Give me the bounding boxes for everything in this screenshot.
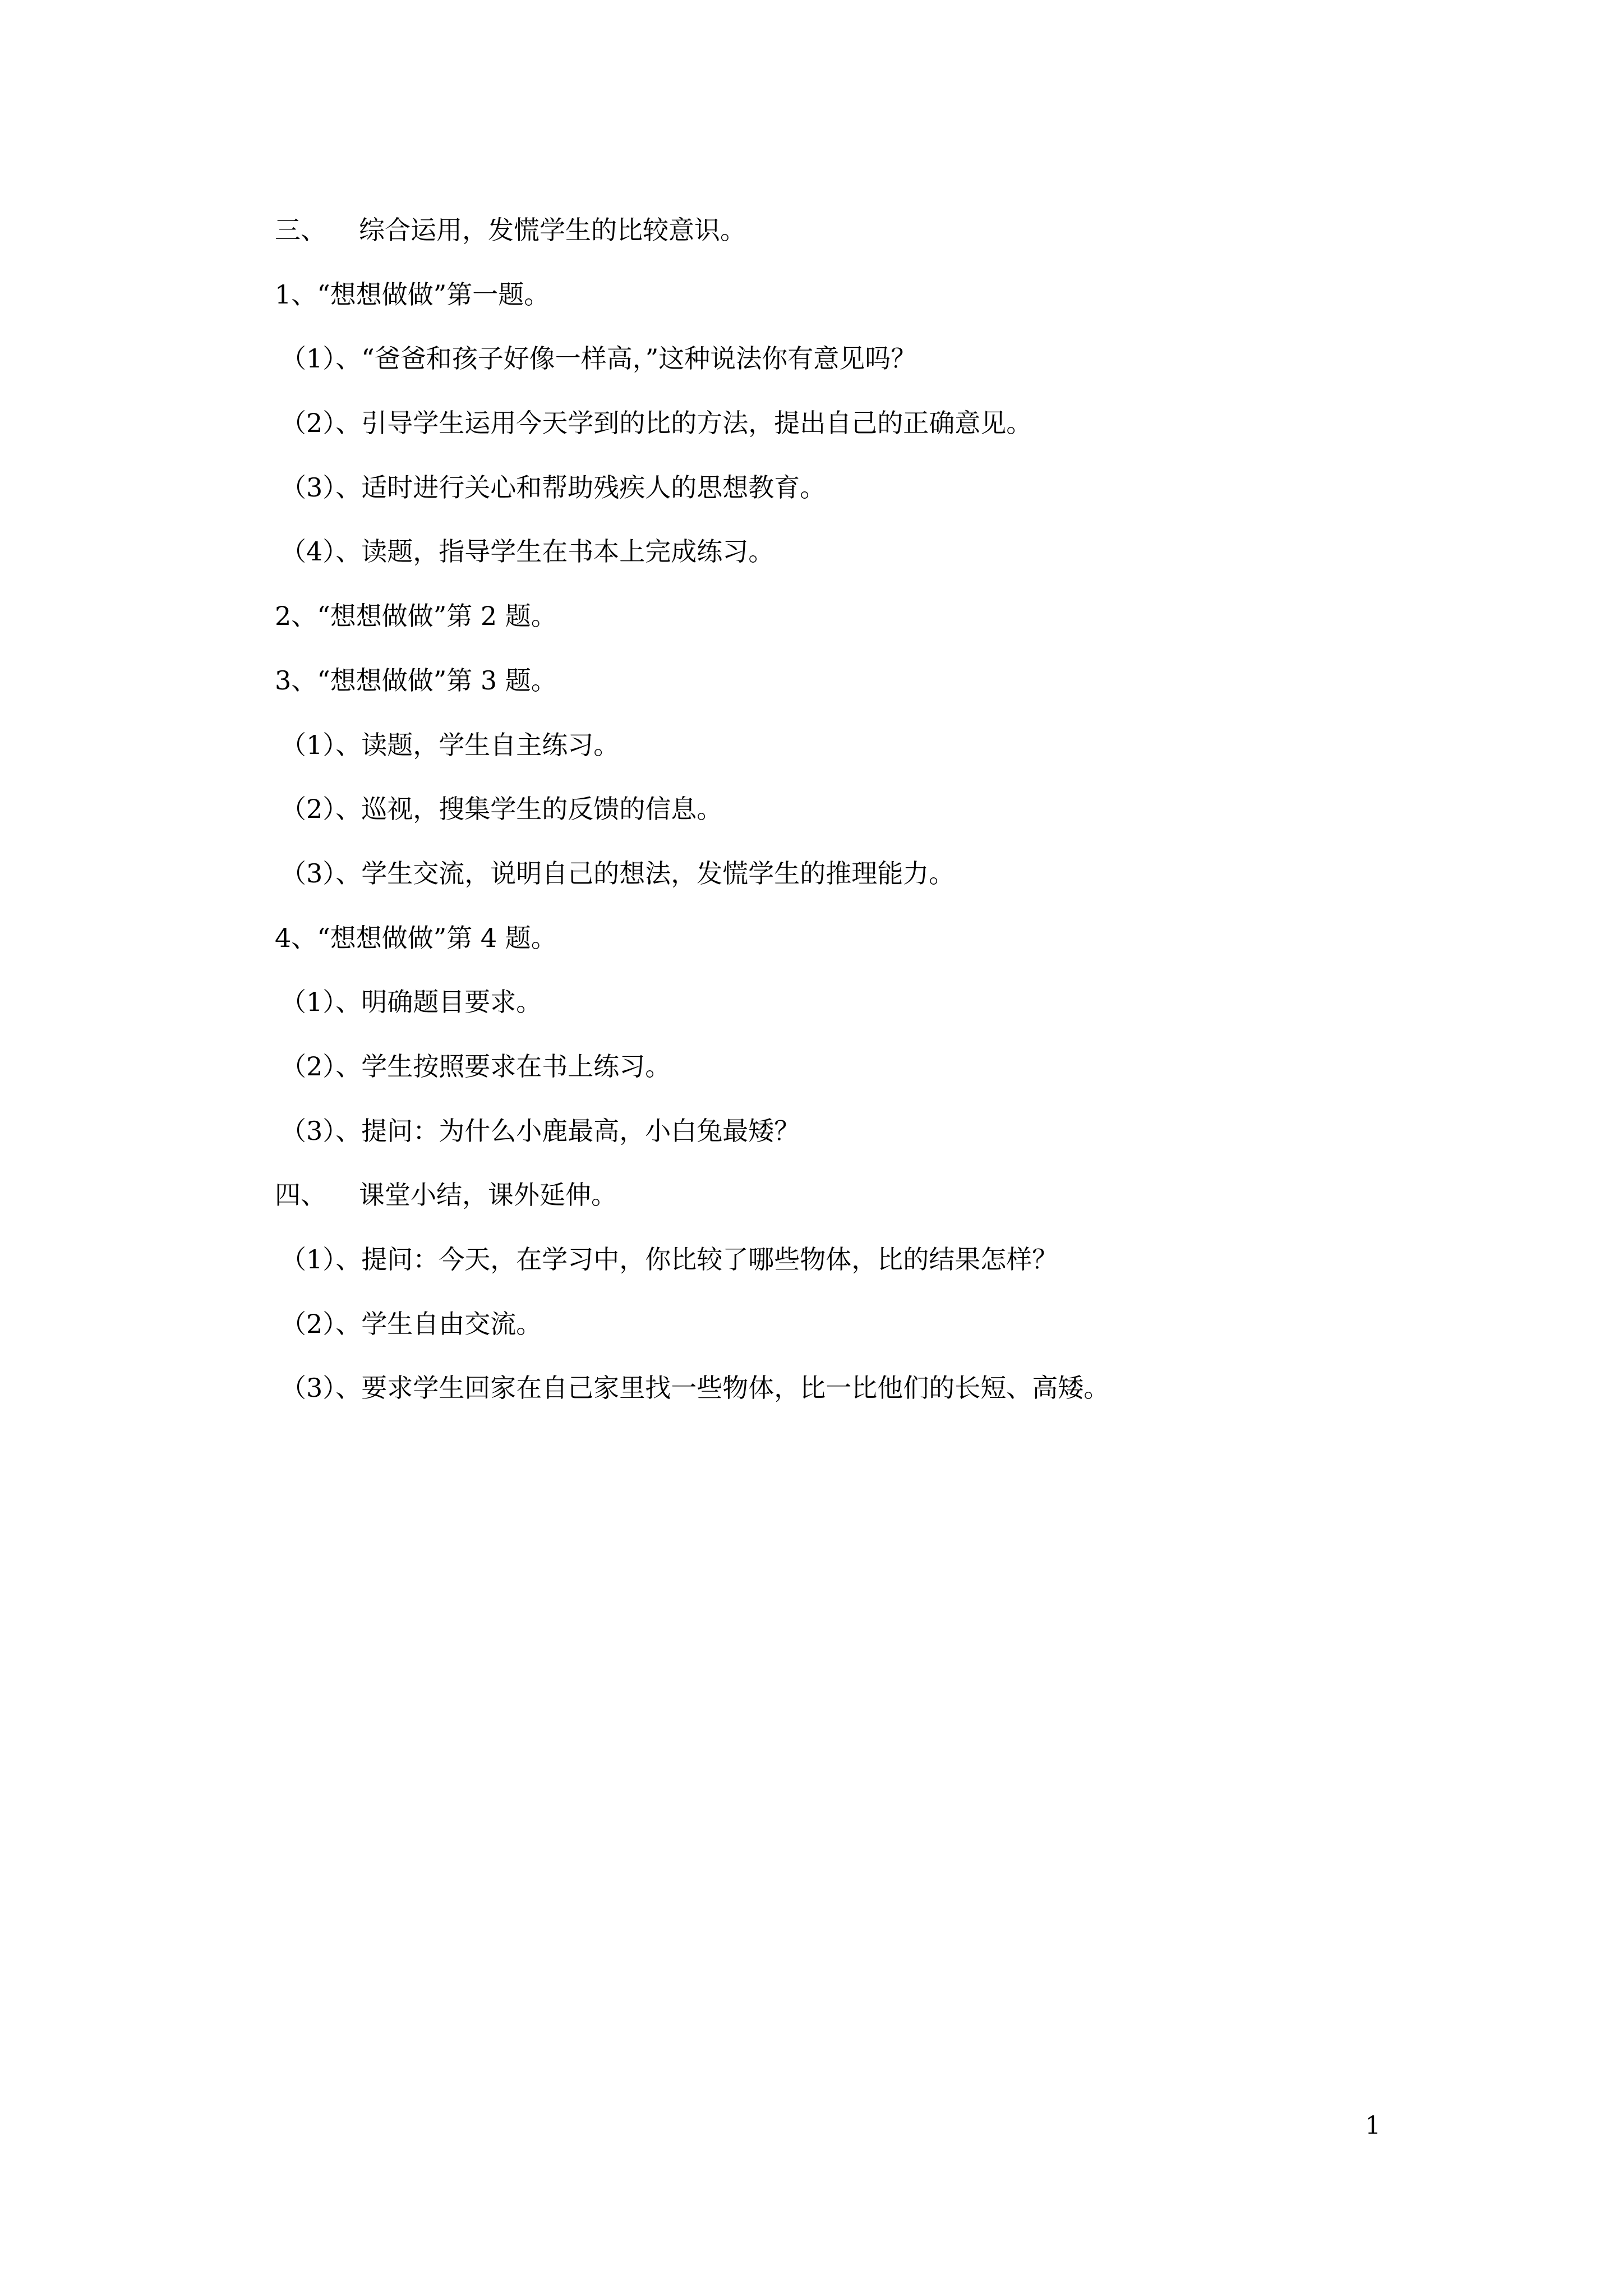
exercise-step: （4）、读题，指导学生在书本上完成练习。 <box>280 536 774 567</box>
exercise-step: （1）、读题，学生自主练习。 <box>280 729 620 760</box>
page-number: 1 <box>1365 2111 1381 2140</box>
exercise-item: 1、“想想做做”第一题。 <box>275 279 550 310</box>
exercise-step: （3）、适时进行关心和帮助残疾人的思想教育。 <box>280 472 826 503</box>
exercise-step: （2）、学生按照要求在书上练习。 <box>280 1051 671 1082</box>
exercise-item: 3、“想想做做”第 3 题。 <box>275 665 557 696</box>
exercise-step: （1）、“爸爸和孩子好像一样高，”这种说法你有意见吗？ <box>280 343 917 374</box>
exercise-item: 2、“想想做做”第 2 题。 <box>275 601 557 632</box>
section-heading-text: 综合运用，发慌学生的比较意识。 <box>359 215 746 245</box>
section-heading-text: 课堂小结，课外延伸。 <box>359 1180 617 1211</box>
exercise-step: （2）、引导学生运用今天学到的比的方法，提出自己的正确意见。 <box>280 408 1032 439</box>
summary-step: （3）、要求学生回家在自己家里找一些物体，比一比他们的长短、高矮。 <box>280 1373 1110 1404</box>
exercise-step: （3）、提问：为什么小鹿最高，小白兔最矮？ <box>280 1115 800 1146</box>
exercise-step: （3）、学生交流，说明自己的想法，发慌学生的推理能力。 <box>280 858 955 889</box>
section-heading <box>275 1172 1396 1237</box>
section-heading-number: 三、 <box>275 215 326 245</box>
exercise-step: （2）、巡视，搜集学生的反馈的信息。 <box>280 794 723 825</box>
summary-step: （2）、学生自由交流。 <box>280 1308 542 1339</box>
section-heading-number: 四、 <box>275 1180 326 1211</box>
summary-step: （1）、提问：今天，在学习中，你比较了哪些物体，比的结果怎样？ <box>280 1244 1058 1274</box>
section-heading <box>275 208 1396 272</box>
exercise-item: 4、“想想做做”第 4 题。 <box>275 922 557 953</box>
document-body <box>275 208 1396 1430</box>
exercise-step: （1）、明确题目要求。 <box>280 987 542 1018</box>
